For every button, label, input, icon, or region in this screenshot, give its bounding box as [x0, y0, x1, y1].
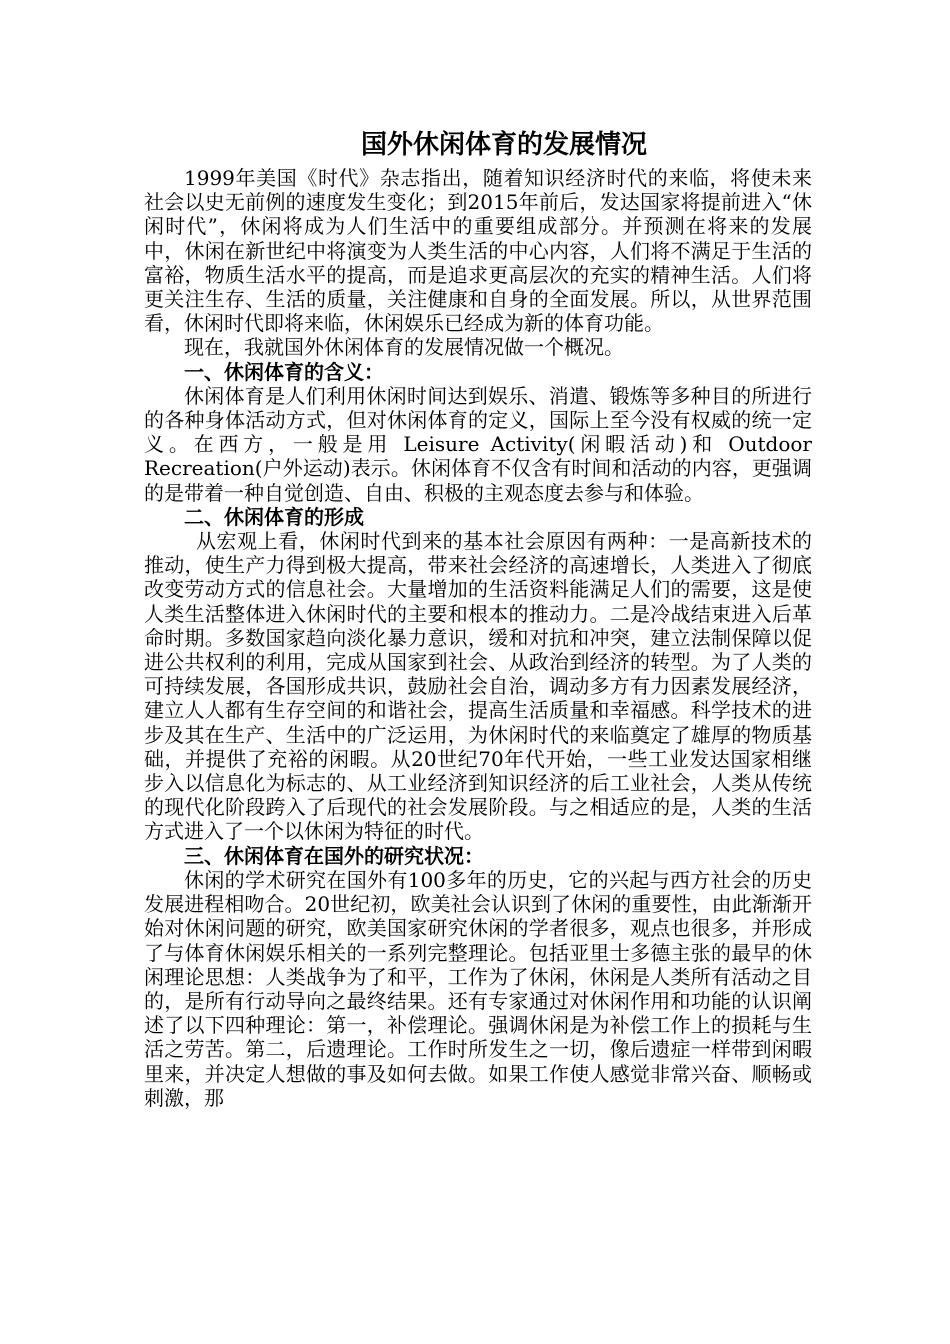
section-heading-formation: 二、休闲体育的形成 [184, 504, 364, 529]
document-title: 国外休闲体育的发展情况 [360, 130, 647, 160]
paragraph-research: 休闲的学术研究在国外有100多年的历史，它的兴起与西方社会的历史发展进程相吻合。20世纪初，欧美社会认识到了休闲的重要性，由此渐渐开始对休闲问题的研究，欧美国家研究休闲的学者很多，观点也很多，并形成了与体育休闲娱乐相关的一系列完整理论。包括亚里士多德主张的最早的休闲理论思想：人类战争为了和平，工作为了休闲，休闲是人类所有活动之目的，是所有行动导向之最终结果。还有专家通过对休闲作用和功能的认识阐述了以下四种理论：第一，补偿理论。强调休闲是为补偿工作上的损耗与生活之劳苦。第二，后遗理论。工作时所发生之一切，像后遗症一样带到闲暇里来，并决定人想做的事及如何去做。如果工作使人感觉非常兴奋、顺畅或刺激，那 [144, 867, 812, 1110]
paragraph-intro: 1999年美国《时代》杂志指出，随着知识经济时代的来临，将使未来社会以史无前例的速度发生变化；到2015年前后，发达国家将提前进入“休闲时代”，休闲将成为人们生活中的重要组成部分。并预测在将来的发展中，休闲在新世纪中将演变为人类生活的中心内容，人们将不满足于生活的富裕，物质生活水平的提高，而是追求更高层次的充实的精神生活。人们将更关注生存、生活的质量，关注健康和自身的全面发展。所以，从世界范围看，休闲时代即将来临，休闲娱乐已经成为新的体育功能。 [144, 166, 812, 336]
section-heading-definition: 一、休闲体育的含义： [184, 359, 384, 384]
document-body [144, 128, 812, 1110]
paragraph-definition: 休闲体育是人们利用休闲时间达到娱乐、消遣、锻炼等多种目的所进行的各种身体活动方式，但对休闲体育的定义，国际上至今没有权威的统一定义。在西方，一般是用 Leisure Activity(闲暇活动)和 Outdoor Recreation(户外运动)表示。休闲体育不仅含有时间和活动的内容，更强调的是带着一种自觉创造、自由、积极的主观态度去参与和体验。 [144, 383, 812, 505]
paragraph-overview: 现在，我就国外休闲体育的发展情况做一个概况。 [184, 335, 624, 360]
paragraph-formation: 从宏观上看，休闲时代到来的基本社会原因有两种：一是高新技术的推动，使生产力得到极大提高，带来社会经济的高速增长，人类进入了彻底改变劳动方式的信息社会。大量增加的生活资料能满足人们的需要，这是使人类生活整体进入休闲时代的主要和根本的推动力。二是冷战结束进入后革命时期。多数国家趋向淡化暴力意识，缓和对抗和冲突，建立法制保障以促进公共权利的利用，完成从国家到社会、从政治到经济的转型。为了人类的可持续发展，各国形成共识，鼓励社会自治，调动多方有力因素发展经济，建立人人都有生存空间的和谐社会，提高生活质量和幸福感。科学技术的进步及其在生产、生活中的广泛运用，为休闲时代的来临奠定了雄厚的物质基础，并提供了充裕的闲暇。从20世纪70年代开始，一些工业发达国家相继步入以信息化为标志的、从工业经济到知识经济的后工业社会，人类从传统的现代化阶段跨入了后现代的社会发展阶段。与之相适应的是，人类的生活方式进入了一个以休闲为特征的时代。 [144, 529, 812, 844]
section-heading-research: 三、休闲体育在国外的研究状况： [184, 843, 484, 868]
